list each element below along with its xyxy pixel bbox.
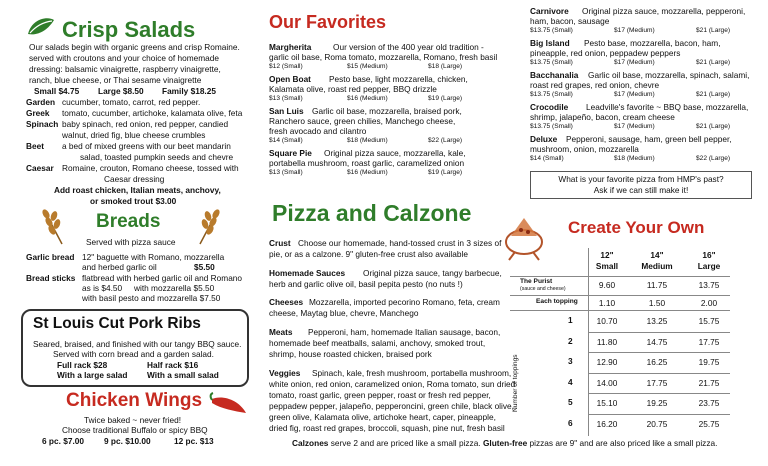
ribs-full-rack: Full rack $28 [57,360,108,370]
fav-price-small: $12 (Small) [269,63,303,70]
pizza-icon [503,212,545,262]
salad-size-family: Family $18.25 [162,86,216,96]
fav-price-medium: $16 (Medium) [347,95,388,102]
meats-desc: homemade beef meatballs, salami, anchovy, smoked trout, [269,338,486,348]
wheat-left-icon [36,206,66,246]
bread-price-mozz: with mozzarella $5.50 [134,283,215,293]
each-topping-label: Each topping [536,298,578,305]
fav-name: Open Boat [269,74,311,84]
veggies-desc: dried fig, roast red grapes, broccoli, squash, pine nut, fresh basil [269,423,505,433]
row-divider [588,332,730,333]
row-divider [588,352,730,353]
topping-price: 21.75 [698,377,720,388]
purist-label: The Purist [520,278,553,285]
special-price-large: $21 (Large) [696,27,731,34]
special-desc: ham, bacon, sausage [530,16,610,26]
size-name: Medium [641,261,673,271]
salad-name: Caesar [26,163,54,173]
special-price-medium: $17 (Medium) [614,59,655,66]
bread-name: Garlic bread [26,252,75,262]
topping-price: 19.75 [698,357,720,367]
special-price-medium: $17 (Medium) [614,123,655,130]
topping-price: 17.75 [646,377,668,388]
row-divider [588,393,730,394]
salad-name: Spinach [26,119,59,129]
sauces-label: Homemade Sauces [269,268,346,278]
special-desc: Pesto base, mozzarella, bacon, ham, [584,38,721,48]
special-desc: mushroom, onion, mozzarella [530,144,639,154]
fav-desc: Kalamata olive, roast red pepper, BBQ drizzle [269,84,437,94]
fav-desc: portabella mushroom, roast garlic, caramelized onion [269,158,465,168]
topping-price: 12.90 [596,357,618,367]
salad-desc: cucumber, tomato, carrot, red pepper. [62,97,201,107]
wings-6pc: 6 pc. $7.00 [42,436,84,446]
purist-price: 13.75 [698,280,720,290]
footer-note [292,438,717,449]
cheeses-desc: cheese, Maytag blue, chevre, Manchego [269,308,419,318]
special-price-large: $21 (Large) [696,59,731,66]
veggies-desc: tomato, roast garlic, green pepper, roast or fresh red pepper, [269,390,491,400]
salad-name: Beet [26,141,44,151]
bread-price-pesto: with basil pesto and mozzarella $7.50 [82,293,221,303]
salad-leaf-icon [26,14,56,38]
bread-price: $5.50 [194,262,215,272]
bread-desc: 12" baguette with Romano, mozzarella [82,252,225,262]
fav-name: Square Pie [269,148,312,158]
salad-name: Garden [26,97,56,107]
fav-name: Margherita [269,42,312,52]
fav-price-medium: $16 (Medium) [347,169,388,176]
fav-desc: Garlic oil base, mozzarella, braised pork, [312,106,462,116]
special-price-small: $14 (Small) [530,155,564,162]
cheeses-label: Cheeses [269,297,304,307]
salad-desc-cont: walnut, dried fig, blue cheese crumbles [62,130,206,140]
veggies-label: Veggies [269,368,301,378]
size-inches: 14" [650,250,664,260]
wheat-right-icon [196,206,226,246]
past-pizza-ask: Ask if we can still make it! [593,185,689,195]
veggies-desc: green olive, Kalamata olive, artichoke heart, caper, pineapple, [269,412,496,422]
topping-price: 17.75 [698,336,720,347]
salad-desc: Romaine, crouton, Romano cheese, tossed with [62,163,239,173]
special-price-medium: $17 (Medium) [614,91,655,98]
special-desc: Garlic oil base, mozzarella, spinach, salami, [588,70,750,80]
size-inches: 16" [702,250,716,260]
veggies-desc: peppadew pepper, jalapeño, pepperoncini, green chile, black olive, [269,401,514,411]
purist-price: 11.75 [646,280,668,290]
salad-desc: tomato, cucumber, artichoke, kalamata olive, feta [62,108,243,118]
ribs-desc-1: Seared, braised, and finished with our tangy BBQ sauce. [33,339,242,349]
bread-price-asis: as is $4.50 [82,283,123,293]
size-name: Large [697,261,721,271]
salad-desc: a bed of mixed greens with our beet mandarin [62,141,231,151]
fav-desc: garlic oil base, Roma tomato, mozzarella, Romano, fresh basil [269,52,498,62]
ribs-desc-2: Served with corn bread and a garden salad. [53,349,214,359]
crust-desc: Choose our homemade, hand-tossed crust in 3 sizes of [298,238,502,248]
chili-pepper-icon [208,391,250,417]
special-price-large: $21 (Large) [696,123,731,130]
salad-addon-2: or smoked trout $3.00 [90,196,177,206]
salad-size-large: Large $8.50 [98,86,144,96]
fav-desc: fresh avocado and cilantro [269,126,367,136]
special-desc: Leadville's favorite ~ BBQ base, mozzarella, [586,102,749,112]
topping-price: 11.80 [596,336,618,347]
salad-name: Greek [26,108,50,118]
toppings-axis-label: Number of toppings [512,354,519,412]
topping-price: 23.75 [698,398,720,408]
row-divider [588,373,730,374]
gluten-free-label: Gluten-free [482,438,528,448]
salad-size-small: Small $4.75 [34,86,80,96]
crust-label: Crust [269,238,291,248]
fav-price-medium: $15 (Medium) [347,63,388,70]
topping-price: 14.00 [596,377,618,388]
topping-price: 14.75 [646,336,668,347]
salad-addon-1: Add roast chicken, Italian meats, anchovy, [54,185,221,195]
salads-title: Crisp Salads [62,17,196,42]
table-divider [510,295,730,296]
topping-count: 1 [568,315,573,325]
topping-count: 4 [568,376,573,387]
special-desc: shrimp, jalapeño, bacon, cream cheese [530,112,675,122]
fav-price-large: $22 (Large) [428,137,463,144]
fav-price-large: $19 (Large) [428,169,463,176]
fav-name: San Luis [269,106,304,116]
pizza-title: Pizza and Calzone [272,200,472,226]
topping-price: 16.20 [596,418,618,429]
crust-desc: pie, or as a calzone. 9" gluten-free crust also available [269,249,468,259]
ribs-half-rack: Half rack $16 [147,360,199,370]
special-price-large: $22 (Large) [696,155,731,162]
row-divider [588,414,730,415]
wings-title: Chicken Wings [66,390,203,411]
special-price-medium: $17 (Medium) [614,27,655,34]
table-divider [510,276,730,277]
purist-sub: (sauce and cheese) [520,286,566,292]
special-price-small: $13.75 (Small) [530,27,573,34]
topping-count: 6 [568,417,573,428]
cheeses-desc: Mozzarella, imported pecorino Romano, feta, cream [309,297,500,307]
salads-intro-3: dressing: balsamic vinaigrette, raspberry vinaigrette, [29,64,221,74]
bread-name: Bread sticks [26,273,76,283]
veggies-desc: Spinach, kale, fresh mushroom, portabella mushroom, [312,368,512,378]
special-price-small: $13.75 (Small) [530,123,573,130]
bread-desc: flatbread with herbed garlic oil and Romano [82,273,243,283]
special-price-small: $13.75 (Small) [530,91,573,98]
salad-desc: baby spinach, red onion, red pepper, candied [62,119,229,129]
fav-price-medium: $18 (Medium) [347,137,388,144]
salads-intro-1: Our salads begin with organic greens and crisp Romaine. [29,42,240,52]
size-name: Small [595,261,619,271]
sauces-desc: Original pizza sauce, tangy barbecue, [363,268,502,278]
fav-price-small: $14 (Small) [269,137,303,144]
wings-9pc: 9 pc. $10.00 [104,436,151,446]
fav-price-small: $13 (Small) [269,95,303,102]
special-price-small: $13.75 (Small) [530,59,573,66]
bread-desc: and herbed garlic oil [82,262,157,272]
calzones-note: serve 2 and are priced like a small pizza. [330,438,481,448]
special-name: Deluxe [530,134,558,144]
salads-intro-2: served with croutons and your choice of homemade [29,53,220,63]
topping-price: 15.75 [698,316,720,326]
topping-price: 10.70 [596,316,618,326]
topping-price: 19.25 [646,398,668,408]
fav-desc: Original pizza sauce, mozzarella, kale, [324,148,466,158]
topping-count: 2 [568,335,573,346]
purist-price: 9.60 [598,280,616,290]
salads-intro-4: ranch, blue cheese, or Thai sesame vinaigrette [29,75,202,85]
past-pizza-box [530,171,752,199]
ribs-small-salad: With a small salad [147,370,219,380]
topping-price: 25.75 [698,418,720,429]
topping-price: 16.25 [646,357,668,367]
favorites-title: Our Favorites [269,12,387,32]
create-title: Create Your Own [568,218,705,237]
breads-subtitle: Served with pizza sauce [86,237,176,247]
special-desc: Pepperoni, sausage, ham, green bell pepper, [566,134,732,144]
calzones-label: Calzones [292,438,329,448]
fav-price-large: $19 (Large) [428,95,463,102]
special-desc: roast red grapes, red onion, chevre [530,80,660,90]
salad-desc-cont: Caesar dressing [104,174,165,184]
fav-price-small: $13 (Small) [269,169,303,176]
topping-price: 20.75 [646,418,668,429]
special-price-large: $21 (Large) [696,91,731,98]
topping-price: 15.10 [596,398,618,408]
meats-desc: shrimp, house roasted chicken, braised pork [269,349,432,359]
ribs-title: St Louis Cut Pork Ribs [33,315,201,332]
fav-desc: Pesto base, light mozzarella, chicken, [329,74,468,84]
special-price-medium: $18 (Medium) [614,155,655,162]
fav-desc: Our version of the 400 year old tradition - [333,42,484,52]
special-desc: Original pizza sauce, mozzarella, pepperoni, [582,6,746,16]
wings-12pc: 12 pc. $13 [174,436,214,446]
meats-desc: Pepperoni, ham, homemade Italian sausage, bacon, [308,327,501,337]
meats-label: Meats [269,327,293,337]
gluten-free-note: pizzas are 9" and are also priced like a small pizza. [529,438,718,448]
ribs-box [21,309,249,387]
each-topping-price: 1.10 [598,298,616,308]
each-topping-price: 1.50 [648,298,666,308]
ribs-large-salad: With a large salad [57,370,128,380]
size-inches: 12" [600,250,614,260]
wings-desc-1: Twice baked ~ never fried! [84,415,182,425]
special-name: Bacchanalia [530,70,579,80]
special-desc: pineapple, red onion, peppadew peppers [530,48,681,58]
table-divider [510,310,730,311]
topping-count: 3 [568,356,573,366]
each-topping-price: 2.00 [700,298,718,308]
past-pizza-question: What is your favorite pizza from HMP's past? [558,174,724,184]
topping-count: 5 [568,397,573,407]
special-name: Big Island [530,38,570,48]
topping-price: 13.25 [646,316,668,326]
sauces-desc: herb and garlic olive oil, basil pepita pesto (no nuts !) [269,279,463,289]
fav-price-large: $18 (Large) [428,63,463,70]
breads-title: Breads [96,211,161,232]
special-name: Carnivore [530,6,569,16]
salad-desc-cont: salad, toasted pumpkin seeds and chevre [80,152,234,162]
wings-desc-2: Choose traditional Buffalo or spicy BBQ [62,425,208,435]
veggies-desc: white onion, red onion, caramelized onion, Roma tomato, sun dried [269,379,516,389]
special-name: Crocodile [530,102,569,112]
fav-desc: Ranchero sauce, green chilies, Manchego cheese, [269,116,456,126]
